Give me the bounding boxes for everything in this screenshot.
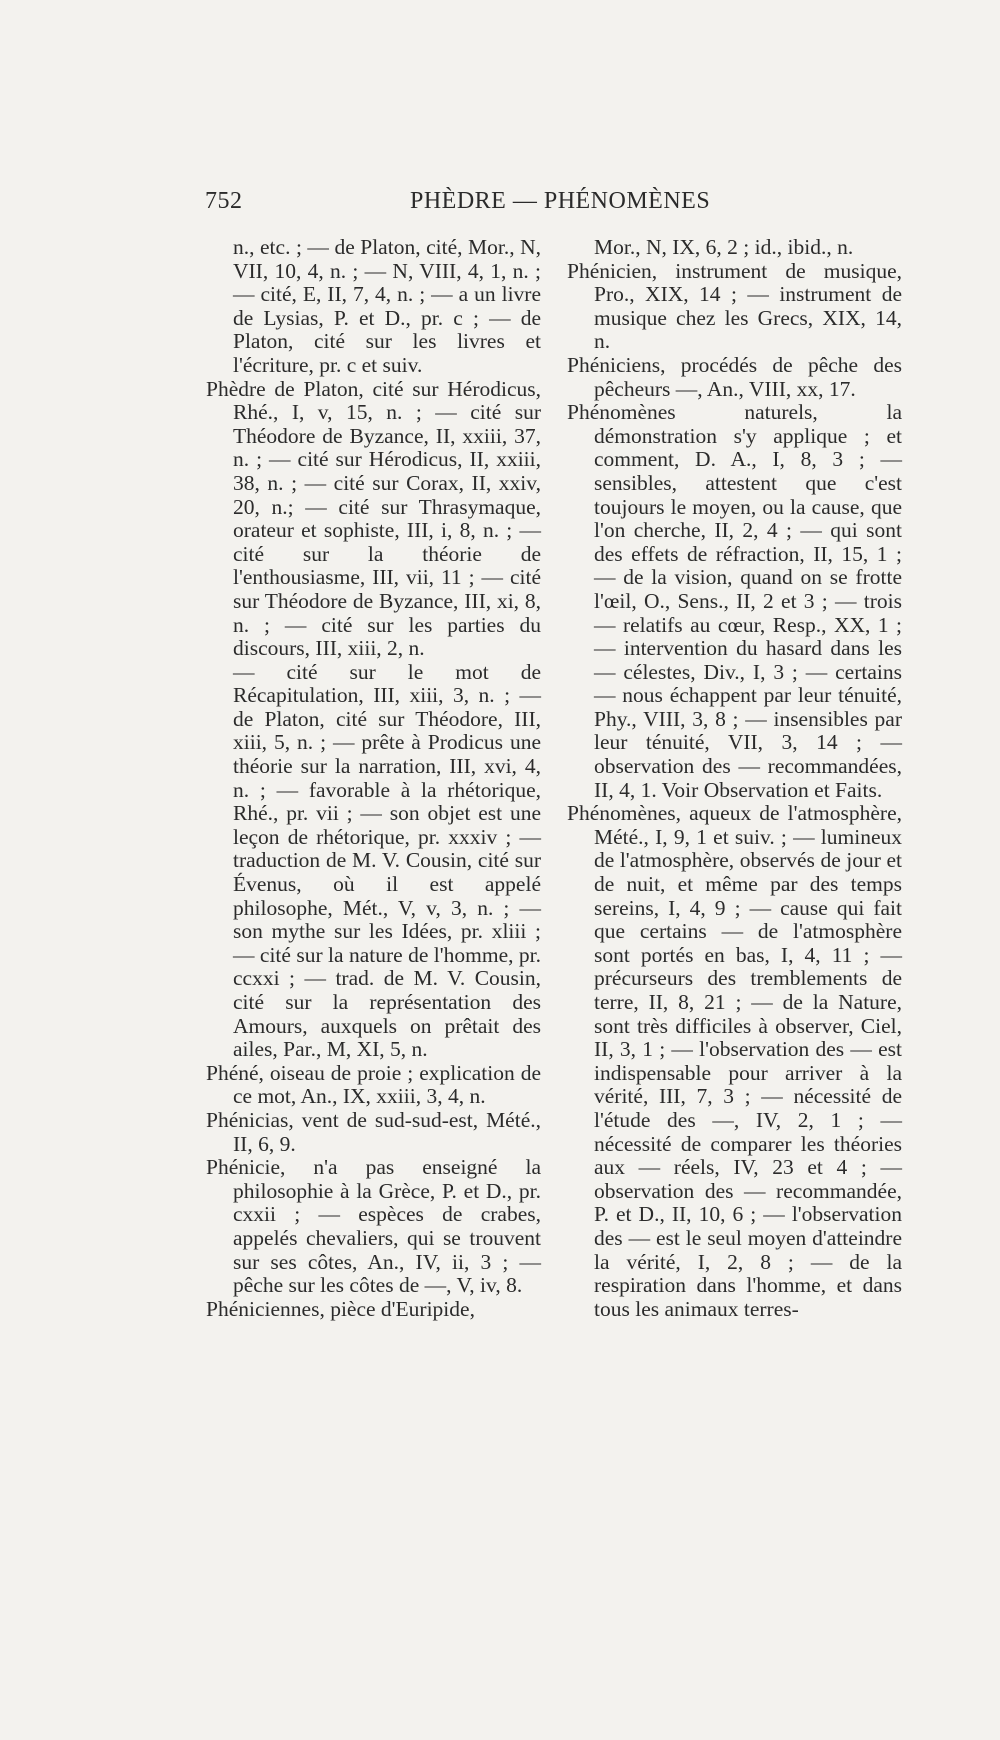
running-title: PHÈDRE — PHÉNOMÈNES xyxy=(410,188,711,214)
page-number: 752 xyxy=(205,188,243,214)
index-entry: Phénicias, vent de sud-sud-est, Mété., II, 6, 9. xyxy=(206,1107,541,1156)
index-entry: Phéniciens, procédés de pêche des pêcheurs —, An., VIII, xx, 17. xyxy=(567,352,902,401)
index-entry: Phénomènes naturels, la démonstration s'y applique ; et comment, D. A., I, 8, 3 ; — sensibles, attestent que c'est toujours le moyen, ou la cause, que l'on cherche, II, 2, 4 ; — qui sont des effets de réfraction, II, 15, 1 ; — de la vision, quand on se frotte l'œil, O., Sens., II, 2 et 3 ; — trois — relatifs au cœur, Resp., XX, 1 ; — intervention du hasard dans les — célestes, Div., I, 3 ; — certains — nous échappent par leur ténuité, Phy., VIII, 3, 8 ; — insensibles par leur ténuité, VII, 3, 14 ; — observation des — recommandées, II, 4, 1. Voir Observation et Faits. xyxy=(567,400,902,802)
index-entry: Phéné, oiseau de proie ; explication de ce mot, An., IX, xxiii, 3, 4, n. xyxy=(206,1060,541,1109)
left-column xyxy=(206,236,541,1321)
index-entry: — cité sur le mot de Récapitulation, III, xiii, 3, n. ; — de Platon, cité sur Théodore, III, xiii, 5, n. ; — prête à Prodicus une théorie sur la narration, III, xvi, 4, n. ; — favorable à la rhétorique, Rhé., pr. vii ; — son objet est une leçon de rhétorique, pr. xxxiv ; — traduction de M. V. Cousin, cité sur Évenus, où il est appelé philosophe, Mét., V, v, 3, n. ; — son mythe sur les Idées, pr. xliii ; — cité sur la nature de l'homme, pr. ccxxi ; — trad. de M. V. Cousin, cité sur la représentation des Amours, auxquels on prêtait des ailes, Par., M, XI, 5, n. xyxy=(233,659,541,1062)
index-entry: Phèdre de Platon, cité sur Hérodicus, Rhé., I, v, 15, n. ; — cité sur Théodore de Byzance, II, xxiii, 37, n. ; — cité sur Hérodicus, II, xxiii, 38, n. ; — cité sur Corax, II, xxiv, 20, n.; — cité sur Thrasymaque, orateur et sophiste, III, i, 8, n. ; — cité sur la théorie de l'enthousiasme, III, vii, 11 ; — cité sur Théodore de Byzance, III, xi, 8, n. ; — cité sur les parties du discours, III, xiii, 2, n. xyxy=(206,376,541,661)
index-entry: Phénicien, instrument de musique, Pro., XIX, 14 ; — instrument de musique chez les Grecs, XIX, 14, n. xyxy=(567,258,902,354)
right-column xyxy=(567,236,902,1321)
index-entry: Phénicie, n'a pas enseigné la philosophie à la Grèce, P. et D., pr. cxxii ; — espèces de crabes, appelés chevaliers, qui se trouvent sur ses côtes, An., IV, ii, 3 ; — pêche sur les côtes de —, V, iv, 8. xyxy=(206,1155,541,1298)
index-entry: n., etc. ; — de Platon, cité, Mor., N, VII, 10, 4, n. ; — N, VIII, 4, 1, n. ; — cité, E, II, 7, 4, n. ; — a un livre de Lysias, P. et D., pr. c ; — de Platon, cité sur les livres et l'écriture, pr. c et suiv. xyxy=(233,235,541,377)
index-entry: Mor., N, IX, 6, 2 ; id., ibid., n. xyxy=(594,235,854,259)
index-entry: Phéniciennes, pièce d'Euripide, xyxy=(206,1296,475,1321)
index-entry: Phénomènes, aqueux de l'atmosphère, Mété., I, 9, 1 et suiv. ; — lumineux de l'atmosphère, observés de jour et de nuit, et même par des temps sereins, I, 4, 9 ; — cause qui fait que certains — de l'atmosphère sont portés en bas, I, 4, 11 ; — précurseurs des tremblements de terre, II, 8, 21 ; — de la Nature, sont très difficiles à observer, Ciel, II, 3, 1 ; — l'observation des — est indispensable pour arriver à la vérité, III, 7, 3 ; — nécessité de l'étude des —, IV, 2, 1 ; — nécessité de comparer les théories aux — réels, IV, 23 et 4 ; — observation des — recommandée, P. et D., II, 10, 6 ; — l'observation des — est le seul moyen d'atteindre la vérité, I, 2, 8 ; — de la respiration dans l'homme, et dans tous les animaux terres- xyxy=(567,801,902,1321)
